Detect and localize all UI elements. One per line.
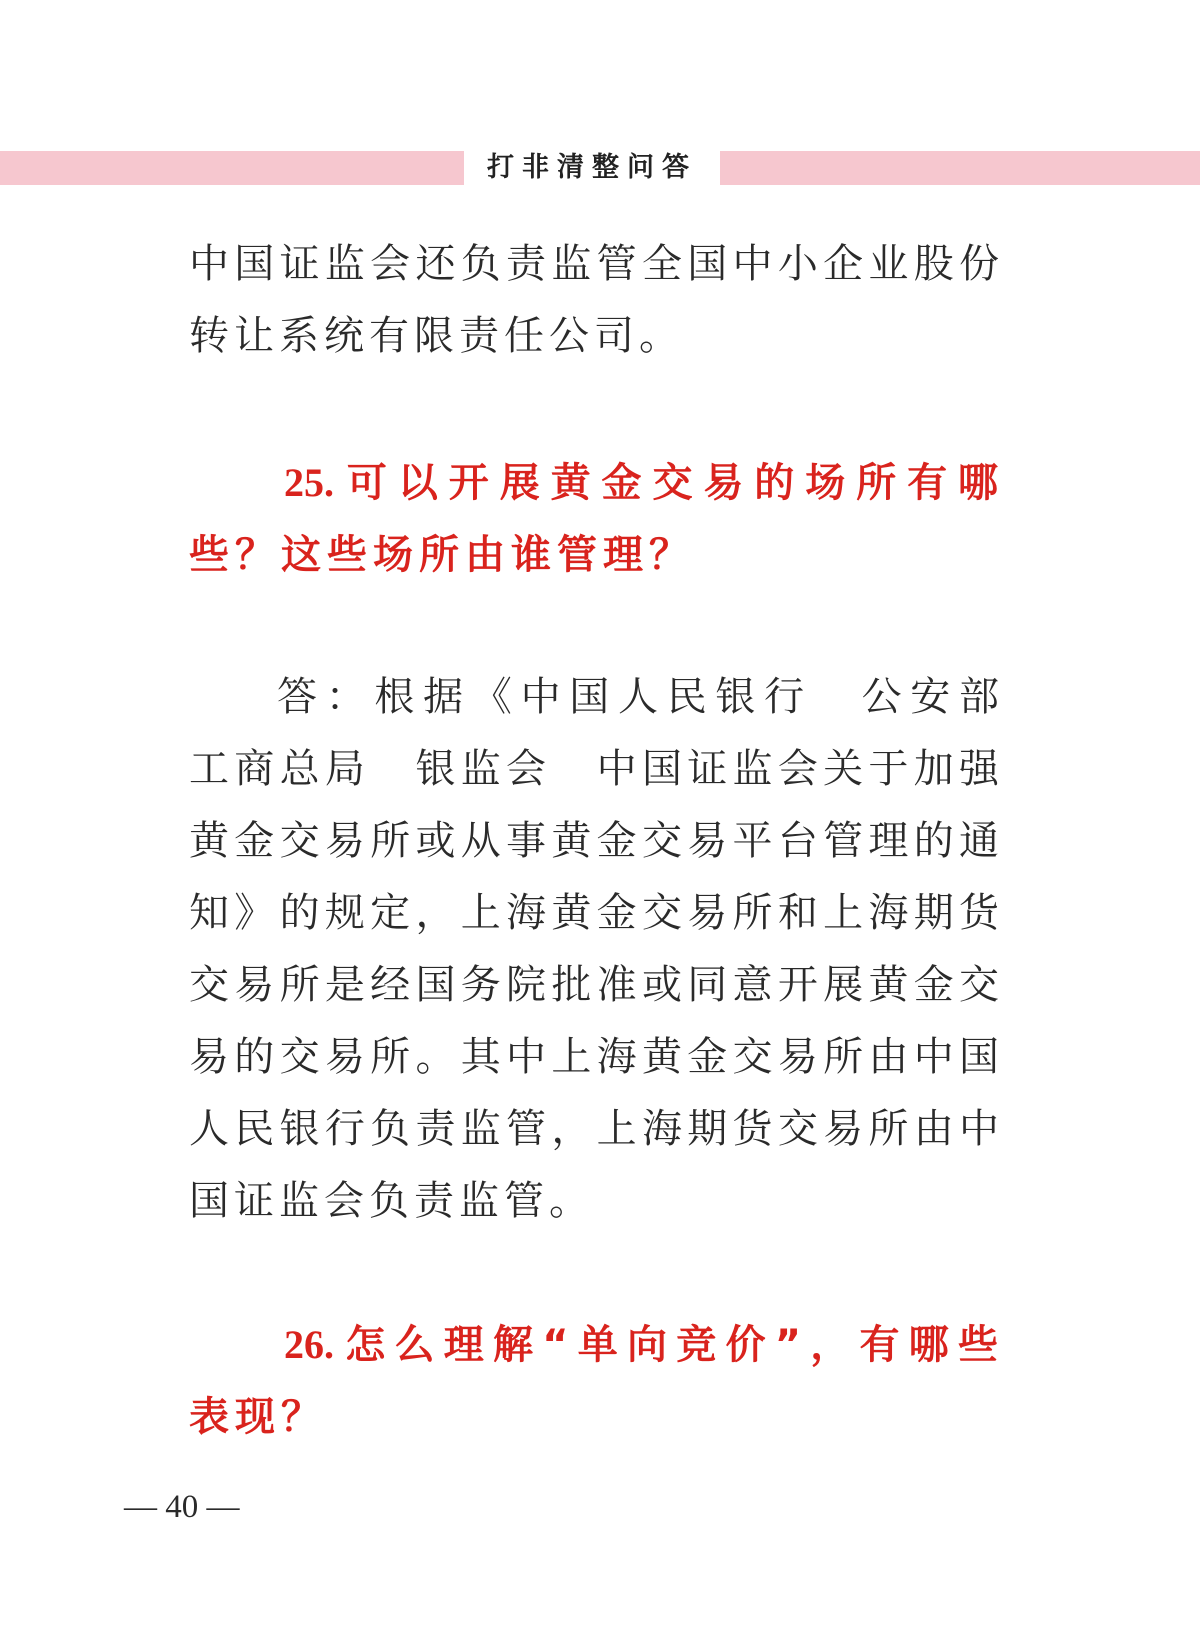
question-25-heading: [189, 447, 1004, 591]
question-26-heading: [189, 1309, 1004, 1453]
question-26-text: 怎么理解“单向竞价”，有哪些表现？: [189, 1322, 1004, 1440]
question-25-number: 25.: [284, 460, 334, 505]
running-header-title: 打非清整问答: [464, 146, 720, 190]
intro-paragraph: 中国证监会还负责监管全国中小企业股份转让系统有限责任公司。: [189, 241, 1004, 359]
question-25-text: 可以开展黄金交易的场所有哪些？这些场所由谁管理？: [189, 460, 1004, 578]
answer-25-paragraph: 答：根据《中国人民银行 公安部 工商总局 银监会 中国证监会关于加强黄金交易所或从事黄金交易平台管理的通知》的规定，上海黄金交易所和上海期货交易所是经国务院批准或同意开展黄金交易的交易所。其中上海黄金交易所由中国人民银行负责监管，上海期货交易所由中国证监会负责监管。: [189, 674, 1049, 1224]
question-26-number: 26.: [284, 1322, 334, 1367]
page-number: — 40 —: [124, 1489, 240, 1525]
